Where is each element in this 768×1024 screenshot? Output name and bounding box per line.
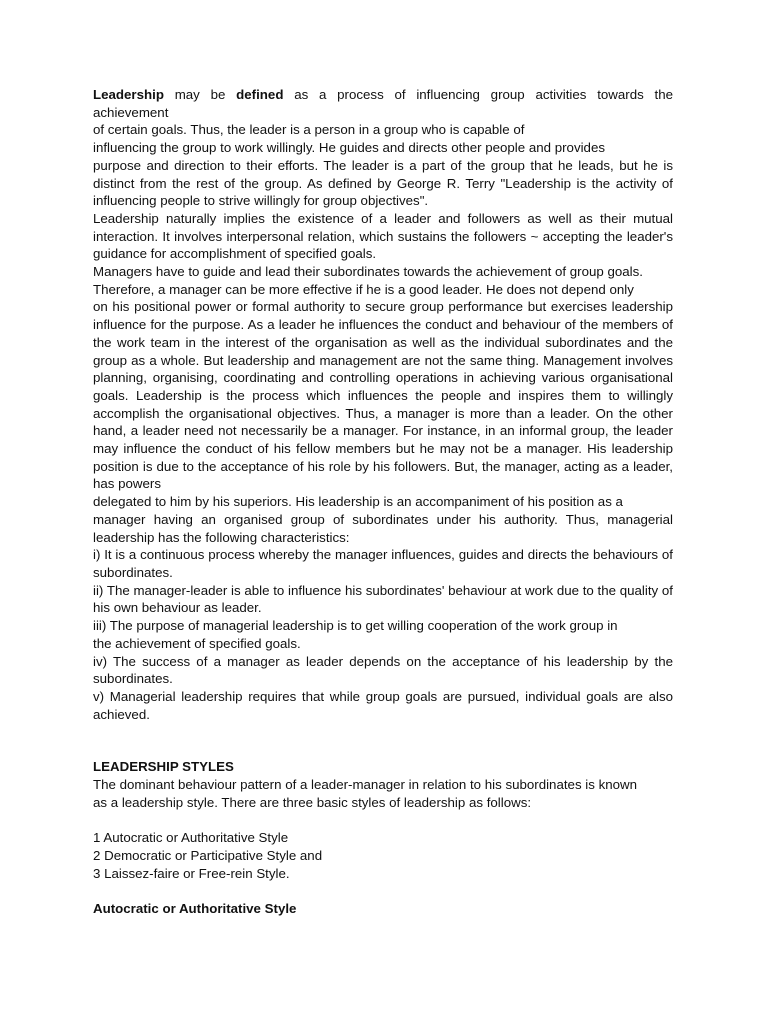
paragraph-manager-effective-body: on his positional power or formal authority to secure group performance but exercises leadership influence for the purpose. As a leader he influences the conduct and behaviour of the members of the work team in the interest of the organisation as well as the individual subordinates and the group as a whole. But leadership and management are not the same thing. Management involves planning, organising, coordinating and controlling operations in achieving various organisational goals. Leadership is the process which influences the people and inspires them to willingly accomplish the organisational objectives. Thus, a manager is more than a leader. On the other hand, a leader need not necessarily be a manager. For instance, in an informal group, the leader may influence the conduct of his fellow members but he may not be a manager. His leadership position is due to the acceptance of his role by his followers. But, the manager, acting as a leader, has powers (93, 299, 673, 492)
spacer (93, 882, 673, 900)
style-list-item: 2 Democratic or Participative Style and (93, 847, 323, 863)
document-page (93, 86, 673, 918)
section-heading-leadership-styles: LEADERSHIP STYLES (93, 759, 234, 775)
spacer (93, 723, 673, 758)
intro-line-2: achievement (93, 104, 169, 120)
intro-line-3: of certain goals. Thus, the leader is a person in a group who is capable of (93, 122, 525, 138)
paragraph-manager-effective-line1: Therefore, a manager can be more effective if he is a good leader. He does not depend only (93, 281, 634, 297)
characteristic-item-3-line2: the achievement of specified goals. (93, 635, 301, 651)
paragraph-leader-followers: Leadership naturally implies the existence of a leader and followers as well as their mutual interaction. It involves interpersonal relation, which sustains the followers ~ accepting the leader's guidance for accomplishment of specified goals. (93, 210, 673, 262)
characteristic-item-5: v) Managerial leadership requires that while group goals are pursued, individual goals are also achieved. (93, 688, 673, 722)
characteristic-item-3-line1: iii) The purpose of managerial leadership is to get willing cooperation of the work group in (93, 618, 618, 634)
paragraph-manager-characteristics-intro: manager having an organised group of subordinates under his authority. Thus, managerial leadership has the following characteristics: (93, 511, 673, 545)
styles-intro-line2: as a leadership style. There are three basic styles of leadership as follows: (93, 794, 532, 810)
characteristic-item-2: ii) The manager-leader is able to influence his subordinates' behaviour at work due to the quality of his own behaviour as leader. (93, 582, 673, 616)
term-defined: defined (236, 87, 284, 102)
intro-line-4: influencing the group to work willingly. He guides and directs other people and provides (93, 140, 605, 156)
spacer (93, 811, 673, 829)
styles-intro-line1: The dominant behaviour pattern of a leader-manager in relation to his subordinates is known (93, 777, 638, 793)
intro-rest: purpose and direction to their efforts. The leader is a part of the group that he leads, but he is distinct from the rest of the group. As defined by George R. Terry "Leadership is the activity of influencing people to strive willingly for group objectives". (93, 157, 673, 209)
characteristic-item-4: iv) The success of a manager as leader depends on the acceptance of his leadership by the subordinates. (93, 653, 673, 687)
characteristic-item-1: i) It is a continuous process whereby the manager influences, guides and directs the behaviours of subordinates. (93, 547, 673, 580)
style-list-item: 1 Autocratic or Authoritative Style (93, 830, 289, 846)
paragraph-manager-delegated: delegated to him by his superiors. His leadership is an accompaniment of his position as a (93, 494, 623, 510)
term-leadership: Leadership (93, 87, 164, 102)
subheading-autocratic-style: Autocratic or Authoritative Style (93, 900, 297, 916)
intro-line-1: Leadership may be defined as a process of influencing group activities towards the (93, 87, 673, 102)
style-list-item: 3 Laissez-faire or Free-rein Style. (93, 865, 290, 881)
paragraph-managers-guide: Managers have to guide and lead their subordinates towards the achievement of group goals. (93, 264, 643, 280)
